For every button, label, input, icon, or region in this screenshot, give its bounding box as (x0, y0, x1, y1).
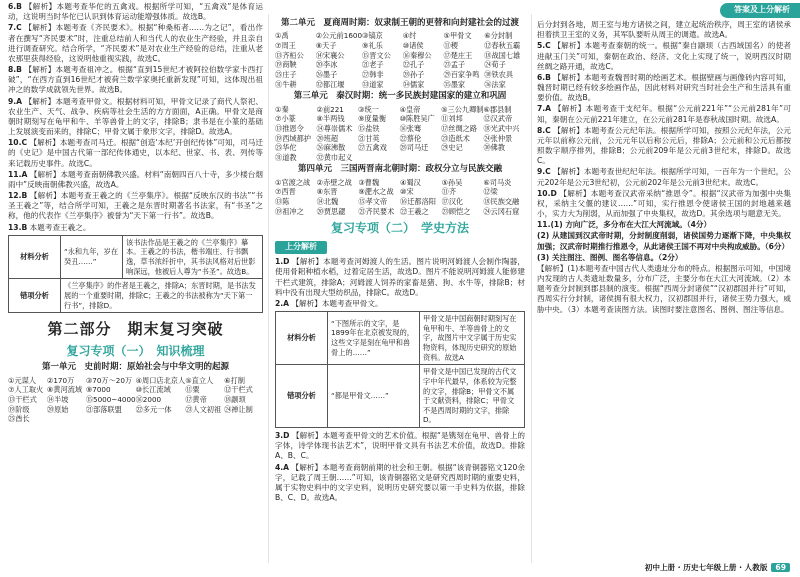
grid-cell: ㉛道教 (275, 152, 297, 162)
grid-cell: ⑦人工取火 (8, 385, 44, 395)
grid-cell: ⑮晋文公 (362, 50, 391, 60)
answer-item: 【解析】(1)本题考查中国古代人类遗址分布的特点。根据图示可知，中国境内发现的古人类遗址数量多，分布广泛，主要分布在大江大河流域。（2）本题考查分封制到郡县制的演变。根据“西周分封诸侯”“汉初郡国并行”可知，西周实行分封制，诸侯拥有很大权力，汉初郡国并行，诸侯王势力强大，威胁中央。（3）本题考查读图方法。读图时要注意图名、图例、图注等信息。 (537, 263, 791, 314)
grid-cell: ⑤甲骨文 (443, 31, 472, 41)
grid-cell: ⑦小篆 (275, 114, 296, 124)
analysis-cell: 甲骨文是中国商朝时期刻写在龟甲和牛、羊等兽骨上的文字，故图片中文字属于历史实物资料，体现历史研究的原始资料。故选A (420, 312, 525, 365)
grid-cell: ㉛牛耕 (275, 79, 297, 89)
grid-cell: ⑭北魏 (316, 197, 339, 207)
row-label: 材料分析 (9, 235, 61, 279)
grid-cell: ㉘司马迁 (399, 143, 429, 153)
row-label: 材料分析 (276, 312, 328, 365)
answer-item: (3) 关注图注、图例、图名等信息。（2分） (537, 252, 683, 262)
grid-cell: ⑬推恩令 (275, 123, 304, 133)
analysis-table (8, 235, 263, 313)
grid-cell: ②公元前1600 (315, 31, 363, 41)
grid-cell: ㉒蔡伦 (399, 133, 422, 143)
grid-cell: ⑯秦穆公 (402, 50, 432, 60)
grid-cell: ⑭宋襄公 (315, 50, 345, 60)
page-number: 69 (771, 563, 790, 572)
grid-cell: ㉑部落联盟 (85, 404, 122, 414)
grid-cell: ㉓人文初祖 (185, 404, 222, 414)
grid-cell: ⑲西域都护 (275, 133, 311, 143)
material-cell: “永和九年，岁在癸丑……” (61, 235, 123, 279)
grid-cell: ㉖墨子 (315, 69, 338, 79)
grid-cell: ⑳原始 (46, 404, 69, 414)
grid-cell: ⑭半坡 (46, 395, 69, 405)
answer-item: 11.A 【解析】本题考查南朝佛教兴盛。材料“南朝四百八十寺，多少楼台烟雨中”反映南朝佛教兴盛，故选A。 (8, 169, 263, 189)
answer-grid (275, 105, 525, 163)
grid-cell: ⑧半两钱 (316, 114, 345, 124)
answer-item: 10.D 【解析】本题考查汉武帝采纳“推恩令”。根据“汉武帝为加强中央集权，采纳主父偃的建议……”可知，实行推恩令使诸侯王国的封地越来越小，实力大为削弱，从而加强了中央集权，故选D。其余选项与题意无关。 (537, 188, 791, 219)
grid-cell: ⑤三公九卿制 (441, 104, 484, 114)
table-row (9, 279, 263, 313)
grid-cell: ④周口店北京人 (135, 375, 186, 385)
grid-cell: ⑲商鞅 (275, 60, 297, 70)
answer-item: (2) 从建国到汉武帝时期，分封制度削弱，诸侯国势力逐渐下降，中央集权加强；汉武帝时期推行推恩令，从此诸侯王国不再对中央构成威胁。（6分） (537, 231, 791, 251)
grid-cell: ①禹 (275, 31, 289, 41)
material-cell: “都是甲骨文……” (328, 365, 420, 428)
grid-cell: ⑨礼乐 (362, 41, 383, 51)
review-title: 复习专项（一） 知识梳理 (66, 344, 205, 359)
grid-cell: ①元谋人 (8, 375, 37, 385)
grid-cell: ⑫春秋五霸 (484, 41, 521, 51)
grid-cell: ⑧黄河流域 (46, 385, 83, 395)
grid-cell: ㉔禅让制 (224, 404, 253, 414)
grid-cell: ⑲阶级 (8, 404, 30, 414)
grid-cell: ㉒孔子 (402, 60, 425, 70)
grid-cell: ㉕酋长 (8, 414, 30, 424)
grid-cell: ㉑老子 (362, 60, 384, 70)
grid-cell: ㉜黄巾起义 (316, 152, 353, 162)
grid-cell: ③曹魏 (358, 177, 380, 187)
grid-cell: ㉟墨家 (443, 79, 466, 89)
grid-cell: ⑱颛顼 (224, 395, 246, 405)
grid-cell: ⑦周王 (275, 41, 296, 51)
grid-cell: ⑳李冰 (315, 60, 338, 70)
answer-item: 13.B 本题考查王羲之。 (8, 222, 91, 232)
grid-cell: ㉑甘英 (358, 133, 380, 143)
grid-cell: ㉝道家 (362, 79, 384, 89)
answer-item: 11.(1) 方向广泛，多分布在大江大河流域。（4分） (537, 220, 712, 230)
unit-title: 第二单元 夏商周时期：奴隶制王朝的更替和向封建社会的过渡 (280, 18, 519, 28)
grid-cell: ⑬干栏式 (8, 395, 37, 405)
grid-cell: ⑮盐铁 (358, 123, 380, 133)
grid-cell: ④蜀汉 (400, 177, 421, 187)
grid-cell: ②170万 (46, 375, 75, 385)
grid-cell: ㉒多元一体 (135, 404, 172, 414)
answer-item: 6.B 【解析】本题考查魏晋时期的绘画艺术。根据壁画与画像砖内容可知，魏晋时期已经有较多绘画作品，因此材料对研究当时社会生产和生活具有重要价值。故选B。 (537, 72, 792, 103)
grid-cell (47, 414, 86, 424)
grid-cell: ⑰汉化 (441, 197, 464, 207)
grid-cell (358, 153, 400, 163)
unit-title: 第一单元 史前时期：原始社会与中华文明的起源 (41, 362, 229, 373)
grid-cell: ①秦 (275, 104, 289, 114)
answer-item: 5.C 【解析】本题考查秦朝的统一。根据“秦自颛顼（古西域国名）的使者进献玉门关”可知，秦朝在政治、经济、文化上实现了统一，说明西汉时期丝绸之路开通，故选C。 (537, 41, 791, 71)
grid-cell: ⑪稷 (443, 41, 458, 51)
grid-cell: ⑰楚庄王 (443, 50, 473, 60)
grid-cell: ㉞儒家 (402, 79, 425, 89)
grid-cell: ㉕华佗 (275, 143, 297, 153)
answer-item: 4.A 【解析】本题考查商朝前期的社会和王朝。根据“该青铜器铭文120余字，记载了周王朝……”可知，该青铜器铭文是研究西周时期的重要史料，属于实物史料中的文字史料，说明历史研究要以第一手史料为依据，排除B、C、D。故选A。 (275, 462, 525, 503)
analysis-badge: 上分解析 (275, 241, 327, 254)
grid-cell: ④纣 (402, 31, 417, 41)
answer-item: 8.B 【解析】本题考查祖冲之。根据“直到15世纪才被阿拉伯数学家卡西打破”，“在西方直到16世纪才被荷兰数学家奥托重新发现”可知，这体现出祖冲之的数学成就领先世界。故选B。 (8, 65, 264, 95)
table-row (276, 312, 525, 365)
grid-cell: ①官渡之战 (275, 177, 311, 187)
grid-cell: ㉜都江堰 (315, 79, 345, 89)
grid-cell: ⑫汉武帝 (483, 114, 513, 124)
grid-cell: ⑲祖冲之 (275, 206, 304, 216)
answer-item: 10.C 【解析】本题考查司马迁。根据“创造‘本纪’开创纪传体”可知，司马迁的《史记》是中国古代第一部纪传体通史，以本纪、世家、书、表、列传等来记载历史事件。故选C。 (8, 138, 263, 168)
grid-cell: ③70万～20万 (85, 375, 133, 385)
grid-cell: ⑩陈胜吴广 (399, 114, 435, 124)
table-row (276, 365, 525, 428)
grid-cell: ⑰黄帝 (185, 395, 207, 405)
grid-cell: ⑭尊崇儒术 (316, 123, 353, 133)
grid-cell: ㉑齐民要术 (358, 206, 395, 216)
grid-cell: ⑮5000~4000 (85, 395, 136, 405)
grid-cell: ⑥分封制 (484, 31, 513, 41)
answer-item: 2.A 【解析】本题考查甲骨文。 (275, 298, 383, 308)
answer-item: 1.D 【解析】本题考查河姆渡人的生活。图片说明河姆渡人会制作陶器，使用骨耜种植水稻，过着定居生活，故选D。图片不能说明河姆渡人能修建干栏式建筑，排除A；河姆渡人饲养的家畜是猪、狗、水牛等，排除B；材料中没有出现大型纺织品，排除C。故选D。 (275, 257, 525, 297)
grid-cell: ㉓造纸术 (441, 133, 470, 143)
grid-cell: ⑨度量衡 (358, 114, 387, 124)
answer-item: 9.C 【解析】本题考查世纪纪年法。根据所学可知，一百年为一个世纪，公元202年是公元3世纪初，公元前202年是公元前3世纪末。故选C。 (537, 167, 791, 187)
grid-cell: ⑪齐 (441, 187, 457, 197)
grid-cell: ⑦西晋 (275, 187, 296, 197)
analysis-cell: 甲骨文是中国已发现的古代文字中年代最早，体系较为完整的文字，排除B；甲骨文不属于文献资料，排除C；甲骨文不是西周时期的文字，排除D。 (420, 365, 525, 428)
material-cell: “下图所示的文字，是1899年在北京被发现的，这些文字是刻在龟甲和兽骨上的……” (328, 312, 420, 365)
grid-cell: ③统一 (358, 104, 379, 114)
grid-cell: ⑬齐桓公 (275, 50, 304, 60)
answer-grid (275, 31, 525, 89)
answer-item: 后分封到各地，周王室与地方诸侯之间，建立起统治秩序，周王室的诸侯承担着拱卫王室的义务，其军队要听从周王的调遣。故选A。 (537, 20, 791, 40)
grid-cell: ⑧东晋 (316, 187, 338, 197)
grid-cell: ㉓顾恺之 (441, 206, 471, 216)
analysis-cell: 该书法作品是王羲之的《兰亭集序》摹本。王羲之的书法，楷书端庄、行书飘逸，草书浓纤折中，其书法风格对后世影响深远，他被后人尊为“书圣”。故选B。 (123, 235, 263, 279)
answer-item: 7.C 【解析】本题考查《齐民要术》。根据“种桑柘者……为之记”，看出作者在撰写“齐民要术”时，注重总结前人和当代人的农业生产经验，并且亲自进行调查研究。结合所学，“齐民要术”是对农业生产经验的总结，注重从老农那里获得经验，这说明他重视实践，故选C。 (8, 23, 263, 63)
grid-cell: ⑯张骞 (399, 123, 422, 133)
row-label: 错项分析 (276, 365, 328, 428)
grid-cell: ⑫干栏式 (224, 385, 253, 395)
page-footer (645, 563, 790, 573)
grid-cell: ㉕庄子 (275, 69, 297, 79)
grid-cell: ⑥打制 (224, 375, 245, 385)
grid-cell: ⑯迁都洛阳 (400, 197, 436, 207)
grid-cell: ⑰丝绸之路 (441, 123, 478, 133)
grid-cell: ㉔张仲景 (483, 133, 513, 143)
grid-cell: ㉚铁农具 (484, 69, 514, 79)
review-title: 复习专项（二） 学史方法 (330, 221, 469, 236)
grid-cell: ㉖麻沸散 (316, 143, 346, 153)
grid-cell: ㉓孟子 (443, 60, 466, 70)
grid-cell: ⑥郡县制 (483, 104, 512, 114)
grid-cell: ㉘孙子 (402, 69, 425, 79)
grid-cell: ㊱法家 (484, 79, 506, 89)
grid-cell: ④皇帝 (399, 104, 421, 114)
grid-cell: ⑯2000 (135, 395, 162, 405)
book-name: 初中上册 · 历史七年级上册 · 人教版 (644, 562, 768, 572)
grid-cell: ⑩宋 (400, 187, 414, 197)
answer-grid (8, 376, 263, 424)
row-label: 错项分析 (9, 279, 61, 313)
grid-cell: ⑩诸侯 (402, 41, 424, 51)
column-right (537, 20, 791, 316)
grid-cell: ⑮孝文帝 (358, 197, 388, 207)
table-row (9, 235, 263, 279)
grid-cell: ③镐京 (362, 31, 383, 41)
grid-cell: ⑱光武中兴 (483, 123, 520, 133)
column-divider (268, 14, 269, 563)
section-tab: 答案及上分解析 (720, 3, 800, 18)
grid-cell: ⑧天子 (315, 41, 337, 51)
grid-cell: ⑤直立人 (185, 375, 214, 385)
analysis-table (275, 311, 525, 428)
grid-cell: ⑳贾思勰 (316, 206, 346, 216)
answer-list-left (8, 2, 263, 233)
grid-cell: ㉒王羲之 (400, 206, 429, 216)
grid-cell: ②前221 (316, 104, 344, 114)
grid-cell: ⑪刘邦 (441, 114, 463, 124)
grid-cell: ㉔荀子 (484, 60, 506, 70)
grid-cell: ⑱战国七雄 (484, 50, 521, 60)
answer-item: 7.A 【解析】本题考查干支纪年。根据“公元前221年”“公元前281年”可知，秦朝在公元前221年建立，在公元前281年是春秋战国时期。故选A。 (537, 104, 791, 124)
grid-cell: ⑫梁 (483, 187, 498, 197)
answer-item: 3.D 【解析】本题考查甲骨文的艺术价值。根据“是镌刻在龟甲、兽骨上的字体，诗学体现书法艺术”，说明甲骨文具有书法艺术价值，故选D。排除A、B、C。 (275, 431, 525, 461)
grid-cell: ㉔云冈石窟 (483, 206, 520, 216)
answer-item: 9.A 【解析】本题考查甲骨文。根据材料可知，甲骨文记录了商代人祭祀、农业生产、天气、战争、疾病等社会生活的方方面面，A正确。甲骨文是商朝时期刻写在龟甲和牛、羊等兽骨上的文字，排除B；隶书是在小篆的基础上发展演变而来的，排除C；甲骨文属于象形文字，排除D。故选A。 (8, 96, 263, 137)
unit-title: 第三单元 秦汉时期：统一多民族封建国家的建立和巩固 (293, 91, 507, 102)
answer-item: 8.C 【解析】本题考查公元纪年法。根据所学可知，按照公元纪年法，公元元年以前称公元前，公元元年以后称公元后，排除A；公元前和公元后都按照数字顺序排列，排除B；公元前209年是公元前3世纪末，排除D。故选C。 (537, 125, 791, 166)
grid-cell: ⑱民族交融 (483, 197, 520, 207)
part-title: 第二部分 期末复习突破 (47, 320, 224, 339)
unit-title: 第四单元 三国两晋南北朝时期：政权分立与民族交融 (297, 164, 502, 175)
grid-cell: ⑬陈 (275, 197, 290, 207)
column-left (8, 2, 263, 426)
grid-cell: ㉚佛教 (483, 143, 506, 153)
grid-cell: ⑪粟 (185, 385, 200, 395)
grid-cell: ⑤孙吴 (441, 177, 463, 187)
grid-cell: ⑥司马炎 (483, 177, 512, 187)
grid-cell: ②赤壁之战 (316, 177, 352, 187)
answer-item: 12.B 【解析】本题考查王羲之的《兰亭集序》。根据“反映东汉的书法”“书圣王羲之”等，结合所学可知，王羲之是东晋时期著名书法家，有“书圣”之称，他的代表作《兰亭集序》被誉为“天下第一行书”。故选B。 (8, 191, 264, 221)
grid-cell (400, 153, 442, 163)
grid-cell: ㉗五禽戏 (358, 143, 387, 153)
column-middle (275, 16, 525, 504)
grid-cell: ⑨7000 (85, 385, 111, 395)
answer-grid (275, 178, 525, 217)
analysis-cell: 《兰亭集序》的作者是王羲之，排除A；东晋时期，是书法发展的一个重要时期，排除C；王羲之的书法被称为“天下第一行书”，排除D。 (61, 279, 263, 313)
column-divider (531, 14, 532, 563)
grid-cell: ⑨淝水之战 (358, 187, 394, 197)
grid-cell: ㉙百家争鸣 (443, 69, 480, 79)
grid-cell: ㉗韩非 (362, 69, 384, 79)
grid-cell: ⑩长江流域 (135, 385, 171, 395)
answer-item: 6.B 【解析】本题考查华佗的五禽戏。根据所学可知，“五禽戏”是体育运动，这说明当时华佗已认识到体育运动能增强体质。故选B。 (8, 2, 263, 22)
grid-cell: ㉙史记 (441, 143, 463, 153)
grid-cell: ⑳班超 (316, 133, 339, 143)
